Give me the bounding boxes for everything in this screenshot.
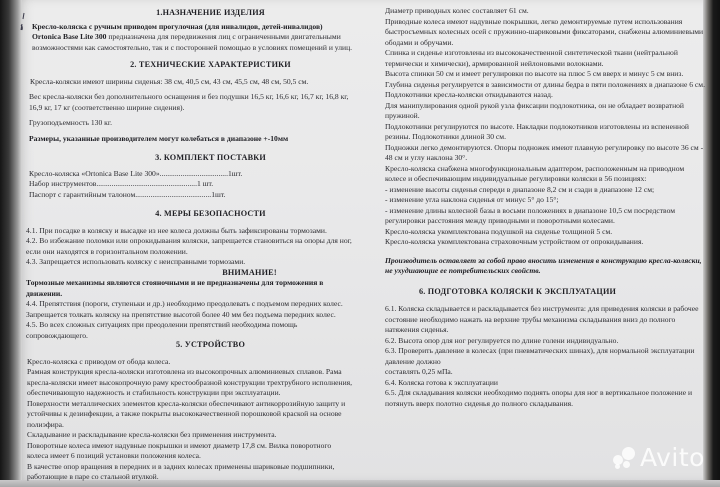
safety-4-4: 4.4. Препятствия (пороги, ступеньки и др.) необходимо преодолевать с подъемом передних колес. Запрещается толкать коляску на препятствие высотой более 40 мм без подъема передних колес. (26, 299, 343, 319)
prep-item: 6.4. Коляска готова к эксплуатации (385, 377, 498, 387)
safety-4-2: 4.2. Во избежание поломки или опрокидывания коляски, запрещается становиться на опоры для ног, если они находятся в горизонтальном положении. (26, 236, 352, 256)
spec-line: Глубина сиденья регулируется в зависимости от длины бедра в пяти положениях в диапазоне 6 см. (385, 79, 706, 89)
section-6-title: 6. ПОДГОТОВКА КОЛЯСКИ К ЭКСПЛУАТАЦИИ (419, 286, 617, 296)
seat-widths: Кресла-коляски имеют ширины сиденья: 38 см, 40,5 см, 43 см, 45,5 см, 48 см, 50,5 см. (30, 76, 309, 86)
avito-watermark (613, 443, 705, 472)
model-name: Ortonica Base Lite 300 (32, 32, 107, 41)
prep-item: 6.1. Коляска складывается и раскладывается без инструмента: для приведения коляски в рабочее состояние необходимо нажать на верхние трубы механизма складывания вниз до полного натяжения сиденья. (385, 304, 699, 334)
device-line: В качестве опор вращения в передних и в задних колесах применены шариковые подшипники, работающие в паре со стальной втулкой. (27, 461, 335, 481)
spec-line: Подножки легко демонтируются. Опоры подножек имеют плавную регулировку по высоте 36 см - 48 см и углу наклона 30°. (385, 142, 704, 162)
spec-line: Кресло-коляска укомплектована страховочным устройством от опрокидывания. (385, 237, 644, 246)
device-line: Складывание и раскладывание кресла-коляски без применения инструмента. (27, 430, 277, 439)
prep-item: 6.2. Высота опор для ног регулируется по длине голени индивидуально. (385, 335, 619, 345)
spec-line: Диаметр приводных колес составляет 61 см. (385, 6, 529, 15)
section-1-title: 1.НАЗНАЧЕНИЕ ИЗДЕЛИЯ (156, 8, 265, 17)
avito-text: Avito (640, 443, 705, 472)
safety-4-1: 4.1. При посадке в коляску и высадке из нее колеса должны быть зафиксированы тормозами. (26, 225, 327, 235)
size-tolerance: Размеры, указанные производителем могут колебаться в диапазоне +-10мм (29, 133, 289, 143)
spec-line: Приводные колеса имеют надувные покрышки, легко демонтируемые путем использования быстросъемных колесных осей с пружинно-шариковыми фиксаторами, снабжены алюминиевыми ободами и обручами. (385, 16, 704, 47)
device-line: Кресло-коляска с приводом от обода колеса. (27, 356, 171, 366)
spec-line: Спинка и сиденье изготовлены из высококачественной синтетической ткани (нейтральной термически и химически), армированной нейлоновыми волокнами. (385, 48, 678, 68)
preparation-section (385, 304, 705, 409)
section-3-title: 3. КОМПЛЕКТ ПОСТАВКИ (155, 153, 266, 162)
right-column (385, 0, 705, 409)
delivery-list (18, 169, 353, 201)
warning-text: Тормозные механизмы являются стояночными и не предназначены для торможения в движении. (26, 278, 324, 298)
spec-line: Для манипулирования одной рукой узла фиксации подлокотника, он не обладает возвратной пружиной. (385, 100, 684, 120)
spec-line: Высота спинки 50 см и имеет регулировки по высоте на плюс 5 см вверх и минус 5 см вниз. (385, 69, 684, 78)
prep-item: 6.3. Проверить давление в колесах (при пневматических шинах), для нормальной эксплуатации давление должно (385, 346, 695, 366)
delivery-item: Кресло-коляска «Ortonica Base Lite 300»....................................1шт. (29, 168, 243, 178)
device-line: Поверхности металлических элементов кресла-коляски обеспечивают антикоррозийную защиту и устойчивы к дезинфекции, а также покрыты высококачественной порошковой краской на основе полиэфира. (27, 398, 346, 429)
warning-title: ВНИМАНИЕ! (222, 267, 277, 277)
spec-line: - изменение высоты сиденья спереди в диапазоне 8,2 см и сзади в диапазоне 12 см; (385, 184, 655, 194)
section-4-title: 4. МЕРЫ БЕЗОПАСНОСТИ (155, 209, 266, 218)
product-type: Кресло-коляска с ручным приводом прогулочная (для инвалидов, детей-инвалидов) (32, 21, 323, 31)
safety-4-3: 4.3. Запрещается использовать коляску с неисправными тормозами. (26, 257, 246, 266)
load-capacity: Грузоподъемность 130 кг. (29, 118, 112, 127)
purpose-text: предназначена для передвижения лиц с ограниченными двигательными возможностями как самостоятельно, так и с посторонней помощью в условиях помещений и улиц. (32, 32, 353, 52)
spec-line: Кресло-коляска укомплектована подушкой на сиденье толщиной 5 см. (385, 226, 613, 236)
manufacturer-disclaimer: Производитель оставляет за собой право вносить изменения в конструкцию кресла-коляски, не ухудшающие ее потребительских свойств. (385, 255, 702, 275)
delivery-item: Набор инструментов.....................................................1 шт. (29, 179, 214, 188)
left-column (18, 0, 353, 483)
spec-line: Подлокотники кресла-коляски откидываются назад. (385, 90, 553, 99)
spec-line: Подлокотники регулируются по высоте. Накладки подлокотников изготовлены из вспененной резины. Подлокотники длиной 30 см. (385, 121, 689, 141)
safety-section (18, 226, 353, 342)
safety-4-5: 4.5. Во всех сложных ситуациях при преодолении препятствий необходима помощь сопровождающего. (26, 320, 298, 340)
device-line: Поворотные колеса имеют надувные покрышки и имеют диаметр 17,8 см. Вилка поворотного колеса имеет 6 позиций установки положения колеса. (27, 440, 332, 460)
prep-item: составлять 0,25 мПа. (385, 367, 453, 376)
spec-line: - изменение длины колесной базы в восьми положениях в диапазоне 10,5 см посредством регулировки расстояния между приводными и поворотными колесами. (385, 205, 676, 225)
delivery-item: Паспорт с гарантийным талоном........................................1шт. (29, 189, 226, 199)
section-1-text (18, 22, 353, 54)
section-5-title: 5. УСТРОЙСТВО (175, 340, 246, 349)
chair-weights: Вес кресла-коляски без дополнительного оснащения и без подушки 16,5 кг, 16,6 кг, 16,7 кг, 16,8 кг, 16,9 кг, 17 кг (соответственно ширине сидения). (29, 92, 349, 112)
device-section (18, 357, 353, 483)
spec-line: Кресло-коляска снабжена многофункциональным адаптером, расположенным на приводном колесе и обеспечивающим индивидуальные регулировки коляски в 56 позициях: (385, 163, 685, 183)
spec-line: - изменение угла наклона сиденья от минус 5° до 15°; (385, 195, 559, 204)
right-edge-shadow (703, 0, 720, 487)
section-2-title: 2. ТЕХНИЧЕСКИЕ ХАРАКТЕРИСТИКИ (130, 60, 291, 69)
device-continued (385, 6, 705, 248)
avito-dots-logo-icon (613, 447, 637, 469)
device-line: Рамная конструкция кресла-коляски изготовлена из высокопрочных алюминиевых сплавов. Рама кресла-коляски имеет высокопрочную раму крестообразной конструкции трехтрубного исполнения, обеспечивающую надежность и стабильность конструкции при эксплуатации. (27, 367, 353, 397)
prep-item: 6.5. Для складывания коляски необходимо поднять опоры для ног в вертикальное положение и потянуть вверх полотно сиденья до полного складывания. (385, 388, 693, 408)
